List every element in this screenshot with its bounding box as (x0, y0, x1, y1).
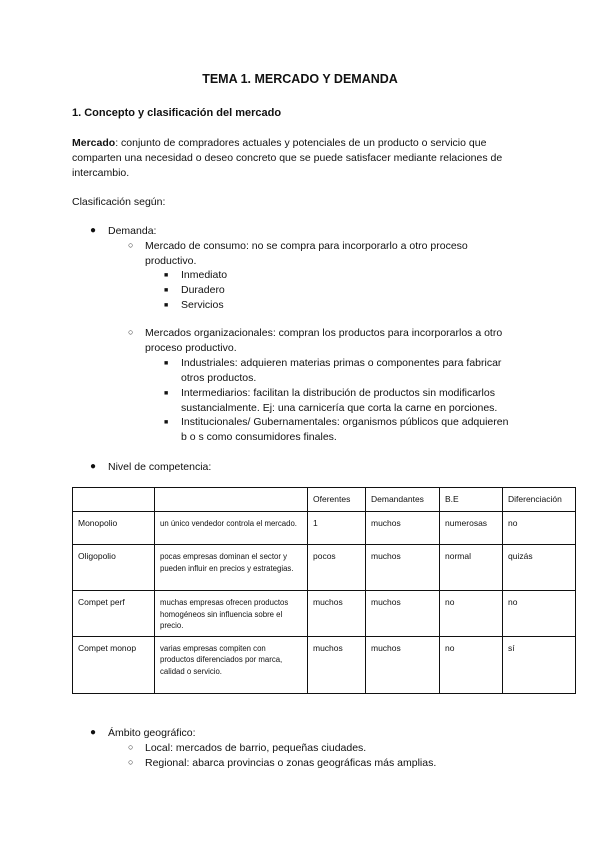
ambito-item: Local: mercados de barrio, pequeñas ciudades. (145, 742, 367, 754)
row-name: Monopolio (73, 512, 155, 545)
consumo-item: Servicios (181, 299, 224, 311)
square-bullet-icon: ■ (164, 419, 169, 426)
circle-bullet-icon: ○ (128, 327, 134, 337)
definition-text: : conjunto de compradores actuales y potenciales de un producto o servicio que comparten una necesidad o deseo concreto que se puede satisfacer mediante relaciones de intercambio. (72, 137, 503, 179)
row-demandantes: muchos (366, 512, 440, 545)
org-item-line2: otros productos. (181, 372, 257, 384)
table-header-cell: Demandantes (366, 488, 440, 512)
table-header-cell: B.E (440, 488, 503, 512)
ambito-item: Regional: abarca provincias o zonas geográficas más amplias. (145, 757, 437, 769)
org-item-line2: sustancialmente. Ej: una carnicería que corta la carne en porciones. (181, 402, 498, 414)
table-row (73, 545, 576, 591)
square-bullet-icon: ■ (164, 272, 169, 279)
organizacionales-line1: Mercados organizacionales: compran los productos para incorporarlos a otro (145, 327, 503, 339)
bullet-icon: ● (90, 461, 97, 472)
table-header-cell (73, 488, 155, 512)
organizacionales-line2: proceso productivo. (145, 342, 237, 354)
table-row (73, 591, 576, 637)
clasificacion-label: Clasificación según: (72, 196, 166, 208)
square-bullet-icon: ■ (164, 360, 169, 367)
circle-bullet-icon: ○ (128, 757, 134, 767)
consumo-item: Duradero (181, 284, 225, 296)
org-item-line1: Intermediarios: facilitan la distribución de productos sin modificarlos (181, 387, 495, 399)
row-be: no (440, 591, 503, 637)
row-be: no (440, 636, 503, 693)
circle-bullet-icon: ○ (128, 742, 134, 752)
square-bullet-icon: ■ (164, 302, 169, 309)
bullet-icon: ● (90, 225, 97, 236)
square-bullet-icon: ■ (164, 287, 169, 294)
row-description: varias empresas compiten con productos diferenciados por marca, calidad o servicio. (155, 636, 308, 693)
row-demandantes: muchos (366, 591, 440, 637)
row-name: Compet perf (73, 591, 155, 637)
bullet-icon: ● (90, 727, 97, 738)
row-diferenciacion: no (503, 512, 576, 545)
row-oferentes: muchos (308, 636, 366, 693)
ambito-label: Ámbito geográfico: (108, 727, 196, 739)
competencia-label: Nivel de competencia: (108, 461, 212, 473)
square-bullet-icon: ■ (164, 390, 169, 397)
table-row (73, 512, 576, 545)
table-header-row (73, 488, 576, 512)
demanda-label: Demanda: (108, 225, 157, 237)
row-demandantes: muchos (366, 545, 440, 591)
row-oferentes: 1 (308, 512, 366, 545)
table-header-cell (155, 488, 308, 512)
row-description: muchas empresas ofrecen productos homogéneos sin influencia sobre el precio. (155, 591, 308, 637)
table-row (73, 636, 576, 693)
row-be: numerosas (440, 512, 503, 545)
org-item-line2: b o s como consumidores finales. (181, 431, 337, 443)
page-title: TEMA 1. MERCADO Y DEMANDA (202, 72, 398, 86)
row-oferentes: muchos (308, 591, 366, 637)
org-item-line1: Industriales: adquieren materias primas o componentes para fabricar (181, 357, 502, 369)
row-diferenciacion: no (503, 591, 576, 637)
org-item-line1: Institucionales/ Gubernamentales: organismos públicos que adquieren (181, 416, 509, 428)
definition-paragraph (72, 136, 532, 181)
consumo-item: Inmediato (181, 269, 228, 281)
table-header-cell: Diferenciación (503, 488, 576, 512)
circle-bullet-icon: ○ (128, 240, 134, 250)
row-name: Oligopolio (73, 545, 155, 591)
row-description: un único vendedor controla el mercado. (155, 512, 308, 545)
consumo-line1: Mercado de consumo: no se compra para incorporarlo a otro proceso (145, 240, 468, 252)
row-diferenciacion: sí (503, 636, 576, 693)
row-be: normal (440, 545, 503, 591)
section-heading: 1. Concepto y clasificación del mercado (72, 107, 282, 119)
row-oferentes: pocos (308, 545, 366, 591)
table-header-cell: Oferentes (308, 488, 366, 512)
row-name: Compet monop (73, 636, 155, 693)
row-description: pocas empresas dominan el sector y pueden influir en precios y estrategias. (155, 545, 308, 591)
consumo-line2: productivo. (145, 255, 197, 267)
row-demandantes: muchos (366, 636, 440, 693)
definition-term: Mercado (72, 137, 116, 149)
row-diferenciacion: quizás (503, 545, 576, 591)
competition-table (72, 487, 576, 694)
